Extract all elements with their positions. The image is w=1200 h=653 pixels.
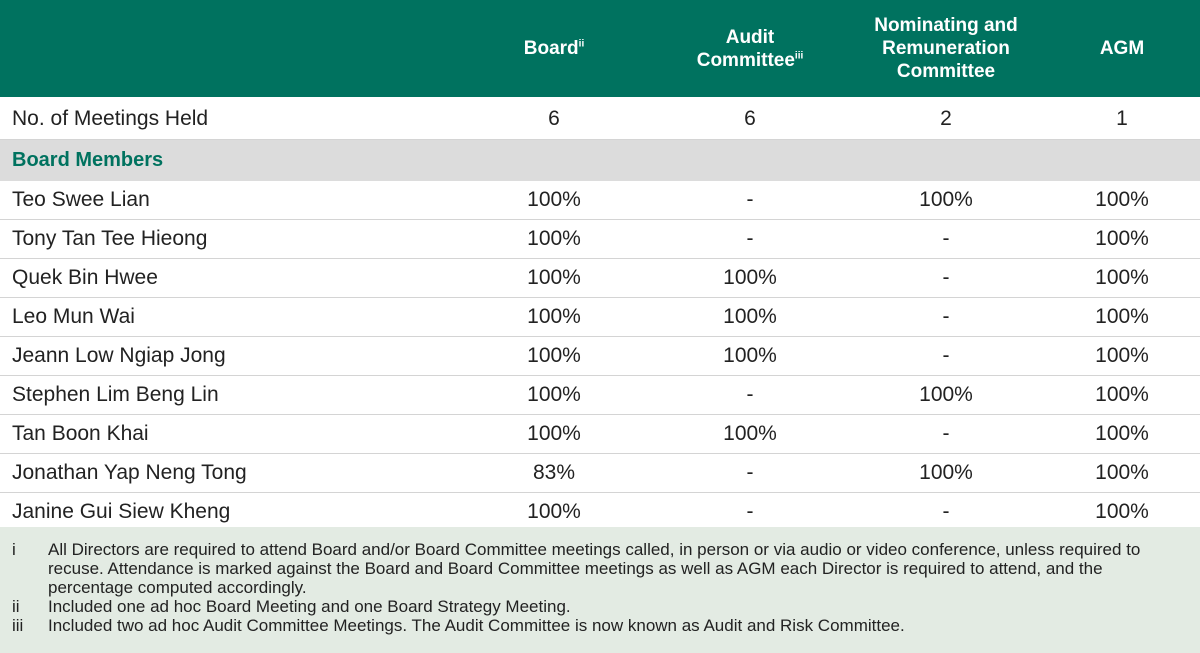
cell-agm: 1: [1116, 106, 1128, 130]
cell-audit: -: [746, 188, 754, 211]
cell-agm: 100%: [1095, 461, 1149, 484]
meetings-held-row: [0, 98, 1200, 140]
cell-audit: 100%: [723, 344, 777, 367]
cell-nominating: -: [942, 227, 950, 250]
cell-board: 100%: [527, 344, 581, 367]
cell-audit: 6: [744, 106, 756, 130]
member-name: Teo Swee Lian: [12, 188, 150, 211]
member-name: Jeann Low Ngiap Jong: [12, 344, 226, 367]
cell-audit: -: [746, 500, 754, 523]
cell-agm: 100%: [1095, 266, 1149, 289]
footnote-text: Included two ad hoc Audit Committee Meetings. The Audit Committee is now known as Audit and Risk Committee.: [48, 616, 905, 635]
cell-board: 100%: [527, 188, 581, 211]
member-name: Tony Tan Tee Hieong: [12, 227, 208, 250]
cell-audit: 100%: [723, 422, 777, 445]
cell-board: 100%: [527, 500, 581, 523]
cell-nominating: -: [942, 500, 950, 523]
cell-nominating: 100%: [919, 461, 973, 484]
header-agm: AGM: [1099, 38, 1145, 59]
footnote-mark: i: [12, 540, 16, 559]
cell-board: 83%: [532, 461, 576, 484]
row-label: No. of Meetings Held: [12, 106, 209, 130]
cell-board: 100%: [527, 422, 581, 445]
cell-nominating: -: [942, 344, 950, 367]
footnotes: [0, 527, 1200, 653]
cell-agm: 100%: [1095, 344, 1149, 367]
cell-audit: 100%: [723, 266, 777, 289]
cell-nominating: 2: [940, 106, 952, 130]
footnote-iii: [0, 616, 1200, 635]
cell-agm: 100%: [1095, 227, 1149, 250]
table-row: [0, 454, 1200, 493]
table-row: [0, 181, 1200, 220]
member-name: Tan Boon Khai: [12, 422, 149, 445]
cell-board: 100%: [527, 266, 581, 289]
cell-nominating: 100%: [919, 383, 973, 406]
member-name: Janine Gui Siew Kheng: [12, 500, 231, 523]
cell-agm: 100%: [1095, 305, 1149, 328]
member-name: Jonathan Yap Neng Tong: [12, 461, 247, 484]
cell-board: 100%: [527, 383, 581, 406]
cell-agm: 100%: [1095, 383, 1149, 406]
table-row: [0, 298, 1200, 337]
header-audit-committee: Audit Committee$^{iii}$: [696, 26, 804, 71]
cell-audit: -: [746, 383, 754, 406]
footnote-text: Included one ad hoc Board Meeting and one Board Strategy Meeting.: [48, 597, 571, 616]
footnote-mark: ii: [12, 597, 20, 616]
footnote-mark: iii: [12, 616, 24, 635]
cell-board: 100%: [527, 305, 581, 328]
cell-nominating: 100%: [919, 188, 973, 211]
cell-nominating: -: [942, 422, 950, 445]
cell-board: 6: [548, 106, 560, 130]
footnote-ref-ii: ii: [578, 38, 585, 50]
table-row: [0, 376, 1200, 415]
table-row: [0, 259, 1200, 298]
member-name: Leo Mun Wai: [12, 305, 135, 328]
cell-agm: 100%: [1095, 422, 1149, 445]
footnote-ref-iii: iii: [794, 50, 804, 62]
cell-audit: -: [746, 227, 754, 250]
cell-agm: 100%: [1095, 188, 1149, 211]
cell-audit: -: [746, 461, 754, 484]
header-board: Board$^{ii}$: [523, 38, 585, 59]
table-row: [0, 415, 1200, 454]
cell-audit: 100%: [723, 305, 777, 328]
member-name: Stephen Lim Beng Lin: [12, 383, 219, 406]
table-header: [0, 0, 1200, 98]
cell-board: 100%: [527, 227, 581, 250]
footnote-i: [0, 540, 1200, 597]
header-nominating-committee: Nominating and Remuneration Committee: [874, 15, 1018, 82]
footnote-ii: [0, 597, 1200, 616]
cell-agm: 100%: [1095, 500, 1149, 523]
table-row: [0, 220, 1200, 259]
cell-nominating: -: [942, 266, 950, 289]
table-row: [0, 337, 1200, 376]
member-name: Quek Bin Hwee: [12, 266, 158, 289]
table-row: [0, 493, 1200, 531]
section-board-members: Board Members: [0, 140, 1200, 181]
cell-nominating: -: [942, 305, 950, 328]
footnote-text: All Directors are required to attend Board and/or Board Committee meetings called, in person or via audio or video conference, unless required to recuse. Attendance is marked against the Board and Board Committee meetings as well as AGM each Director is required to attend, and the percentage computed accordingly.: [48, 540, 1141, 597]
